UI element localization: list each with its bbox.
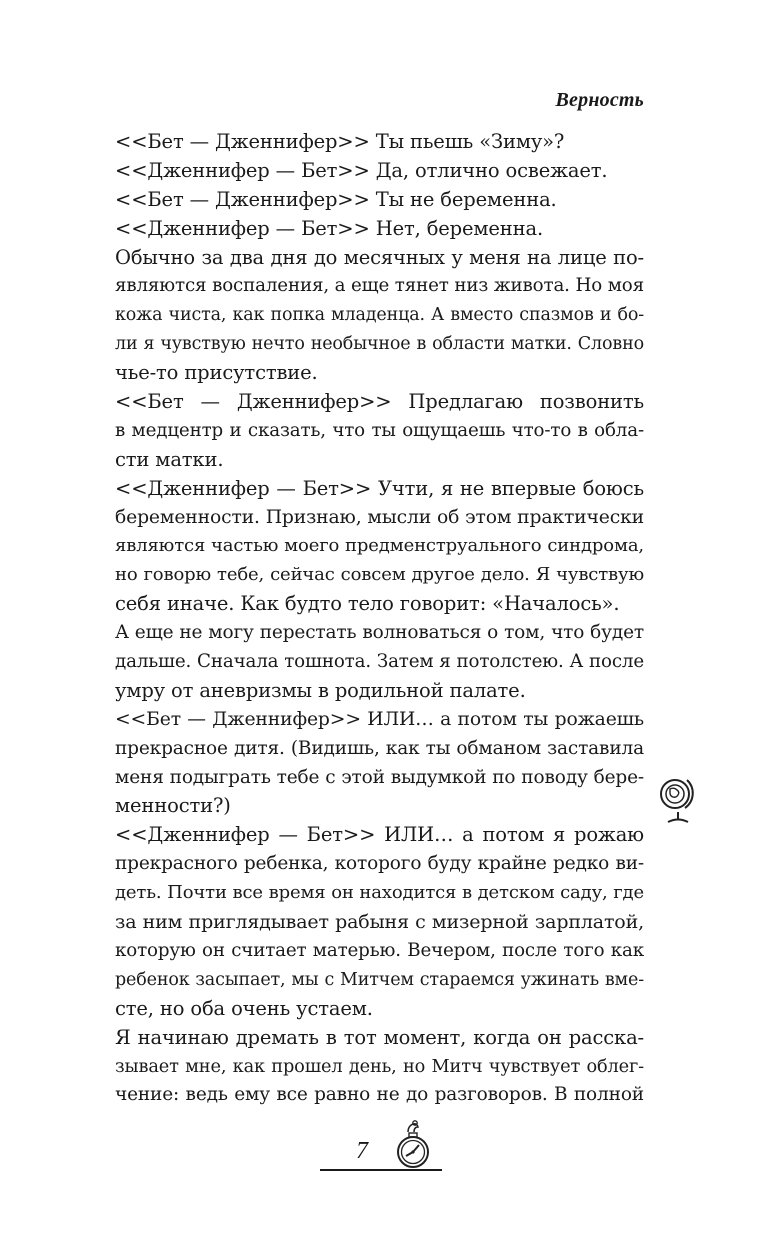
text-line: зывает мне, как прошел день, но Митч чувствует облег- [115,1056,644,1077]
text-line: но говорю тебе, сейчас совсем другое дело. Я чувствую [115,564,644,586]
body-text [115,128,644,1110]
page-number: 7 [356,1138,368,1164]
text-line: <<Бет — Дженнифер>> Ты не беременна. [115,187,557,211]
text-line: Я начинаю дремать в тот момент, когда он расска- [115,1025,644,1049]
globe-icon [656,772,698,828]
text-line: деть. Почти все время он находится в детском саду, где [115,882,644,904]
text-line: <<Дженнифер — Бет>> Нет, беременна. [115,216,544,240]
text-line: являются частью моего предменструального синдрома, [115,535,644,557]
text-line: <<Дженнифер — Бет>> ИЛИ… а потом я рожаю [115,823,644,847]
text-line: А еще не могу перестать волноваться о том, что будет [115,622,644,644]
text-line: умру от аневризмы в родильной палате. [115,678,526,702]
text-line: Обычно за два дня до месячных у меня на лице по- [115,245,644,269]
text-line: <<Бет — Дженнифер>> ИЛИ… а потом ты рожаешь [115,708,644,730]
text-line: чение: ведь ему все равно не до разговоров. В полной [115,1084,644,1106]
text-line: дальше. Сначала тошнота. Затем я потолстею. А после [115,651,644,673]
text-line: <<Дженнифер — Бет>> Учти, я не впервые боюсь [115,476,644,500]
running-title: Верность [555,89,644,111]
text-line: беременности. Признаю, мысли об этом практически [115,506,644,528]
text-line: меня подыграть тебе с этой выдумкой по поводу бере- [115,766,644,788]
text-line: ребенок засыпает, мы с Митчем стараемся ужинать вме- [115,969,644,990]
page-footer [320,1118,450,1178]
text-line: кожа чиста, как попка младенца. А вместо спазмов и бо- [115,305,644,326]
text-line: сте, но оба очень устаем. [115,996,373,1020]
text-line: которую он считает матерью. Вечером, после того как [115,939,644,961]
text-line: прекрасное дитя. (Видишь, как ты обманом заставила [115,737,644,759]
text-line: сти матки. [115,447,224,471]
text-line: за ним приглядывает рабыня с мизерной зарплатой, [115,911,644,934]
text-line: прекрасного ребенка, которого буду крайне редко ви- [115,853,644,875]
text-line: <<Дженнифер — Бет>> Да, отлично освежает. [115,158,608,182]
text-line: чье-то присутствие. [115,361,318,385]
text-line: себя иначе. Как будто тело говорит: «Началось». [115,592,620,616]
text-line: менности?) [115,794,231,818]
text-line: <<Бет — Дженнифер>> Предлагаю позвонить [115,390,644,414]
text-line: являются воспаления, а еще тянет низ живота. Но моя [115,275,644,297]
text-line: в медцентр и сказать, что ты ощущаешь что-то в обла- [115,419,644,441]
clock-icon [388,1118,438,1174]
text-line: ли я чувствую нечто необычное в области матки. Словно [115,334,644,355]
text-line: <<Бет — Дженнифер>> Ты пьешь «Зиму»? [115,130,565,153]
